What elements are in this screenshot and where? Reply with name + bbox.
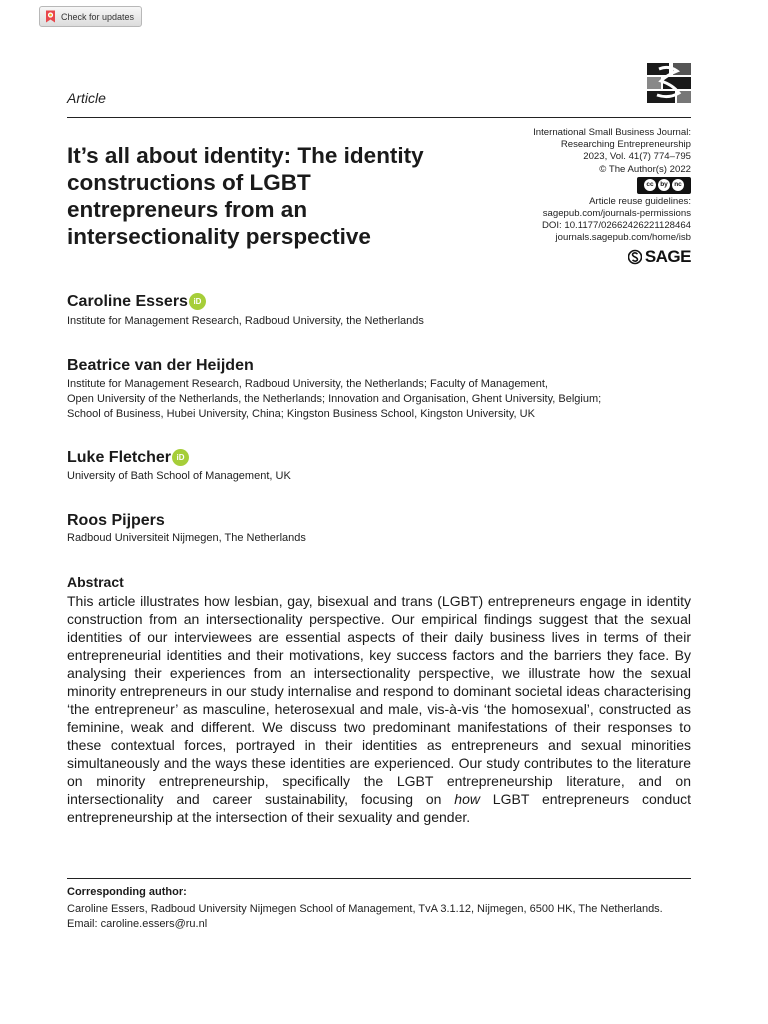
cc-icon: cc <box>644 179 656 191</box>
copyright: © The Author(s) 2022 <box>599 163 691 175</box>
orcid-icon[interactable]: iD <box>189 293 206 310</box>
crossmark-icon <box>45 10 56 23</box>
corresponding-author-details <box>67 902 667 932</box>
publisher-logo <box>628 246 691 266</box>
author-affiliation: University of Bath School of Management, UK <box>67 470 291 482</box>
check-for-updates-button[interactable] <box>39 6 142 27</box>
journal-logo-icon <box>647 63 691 103</box>
corresponding-author-heading: Corresponding author: <box>67 886 187 898</box>
volume-info: 2023, Vol. 41(7) 774–795 <box>583 151 691 163</box>
corresponding-address: Caroline Essers, Radboud University Nijmegen School of Management, TvA 3.1.12, Nijmegen, 6500 HK, The Netherlands. <box>67 903 663 915</box>
author-affiliation: Radboud Universiteit Nijmegen, The Netherlands <box>67 532 306 544</box>
journal-homepage-link[interactable]: journals.sagepub.com/home/isb <box>555 232 691 244</box>
author-name: Beatrice van der Heijden <box>67 357 254 374</box>
publisher-name: SAGE <box>644 246 691 266</box>
journal-metadata <box>441 127 691 269</box>
article-title: It’s all about identity: The identity constructions of LGBT entrepreneurs from an intersectionality perspective <box>67 143 424 249</box>
journal-subtitle: Researching Entrepreneurship <box>560 139 691 151</box>
author-name: Roos Pijpers <box>67 512 165 529</box>
article-type-label: Article <box>67 90 106 106</box>
reuse-label: Article reuse guidelines: <box>589 195 691 207</box>
corresponding-email[interactable]: Email: caroline.essers@ru.nl <box>67 918 208 930</box>
doi[interactable]: DOI: 10.1177/02662426221128464 <box>541 220 691 232</box>
orcid-icon[interactable]: iD <box>172 449 189 466</box>
affiliation-line: Open University of the Netherlands, the Netherlands; Innovation and Organisation, Ghent University, Belgium; <box>67 393 602 405</box>
abstract-text: This article illustrates how lesbian, gay, bisexual and trans (LGBT) entrepreneurs engage in identity construction from an intersectionality perspective. Our empirical findings suggest that the sexual identities of our interviewees are essential aspects of their daily business lives in terms of their entrepreneurial identities and their motivations, key success factors and the barriers they face. By analysing their experiences from an intersectionality perspective, we illustrate how the sexual minority entrepreneurs in our study internalise and respond to dominant societal ideas characterising ‘the entrepreneur’ as masculine, heterosexual and male, vis-à-vis ‘the homosexual’, constructed as feminine, weak and different. We discuss two predominant manifestations of their responses to these contextual forces, portrayed in their identities as entrepreneurs and sexual minorities simultaneously and the ways these identities are experienced. Our study contributes to the literature on minority entrepreneurship, specifically the LGBT entrepreneurship literature, and on intersectionality and career sustainability, focusing on how LGBT entrepreneurs conduct entrepreneurship at the intersection of their sexuality and gender. <box>67 593 691 825</box>
sage-s-icon <box>628 249 642 265</box>
author-name: Caroline Essers iD <box>67 293 206 311</box>
by-icon: by <box>658 179 670 191</box>
author-name: Luke Fletcher iD <box>67 449 189 467</box>
permissions-link[interactable]: sagepub.com/journals-permissions <box>542 208 691 220</box>
nc-icon: nc <box>672 179 684 191</box>
affiliation-line: School of Business, Hubei University, China; Kingston Business School, Kingston University, UK <box>67 408 535 420</box>
header-divider <box>67 117 691 118</box>
author-affiliation <box>67 377 677 422</box>
journal-name: International Small Business Journal: <box>533 127 691 138</box>
check-for-updates-label: Check for updates <box>61 11 135 22</box>
affiliation-line: Institute for Management Research, Radboud University, the Netherlands; Faculty of Management, <box>67 378 548 390</box>
creative-commons-license-icon[interactable] <box>637 177 691 194</box>
author-affiliation: Institute for Management Research, Radboud University, the Netherlands <box>67 315 424 327</box>
abstract-heading: Abstract <box>67 574 124 590</box>
footnote-divider <box>67 878 691 879</box>
